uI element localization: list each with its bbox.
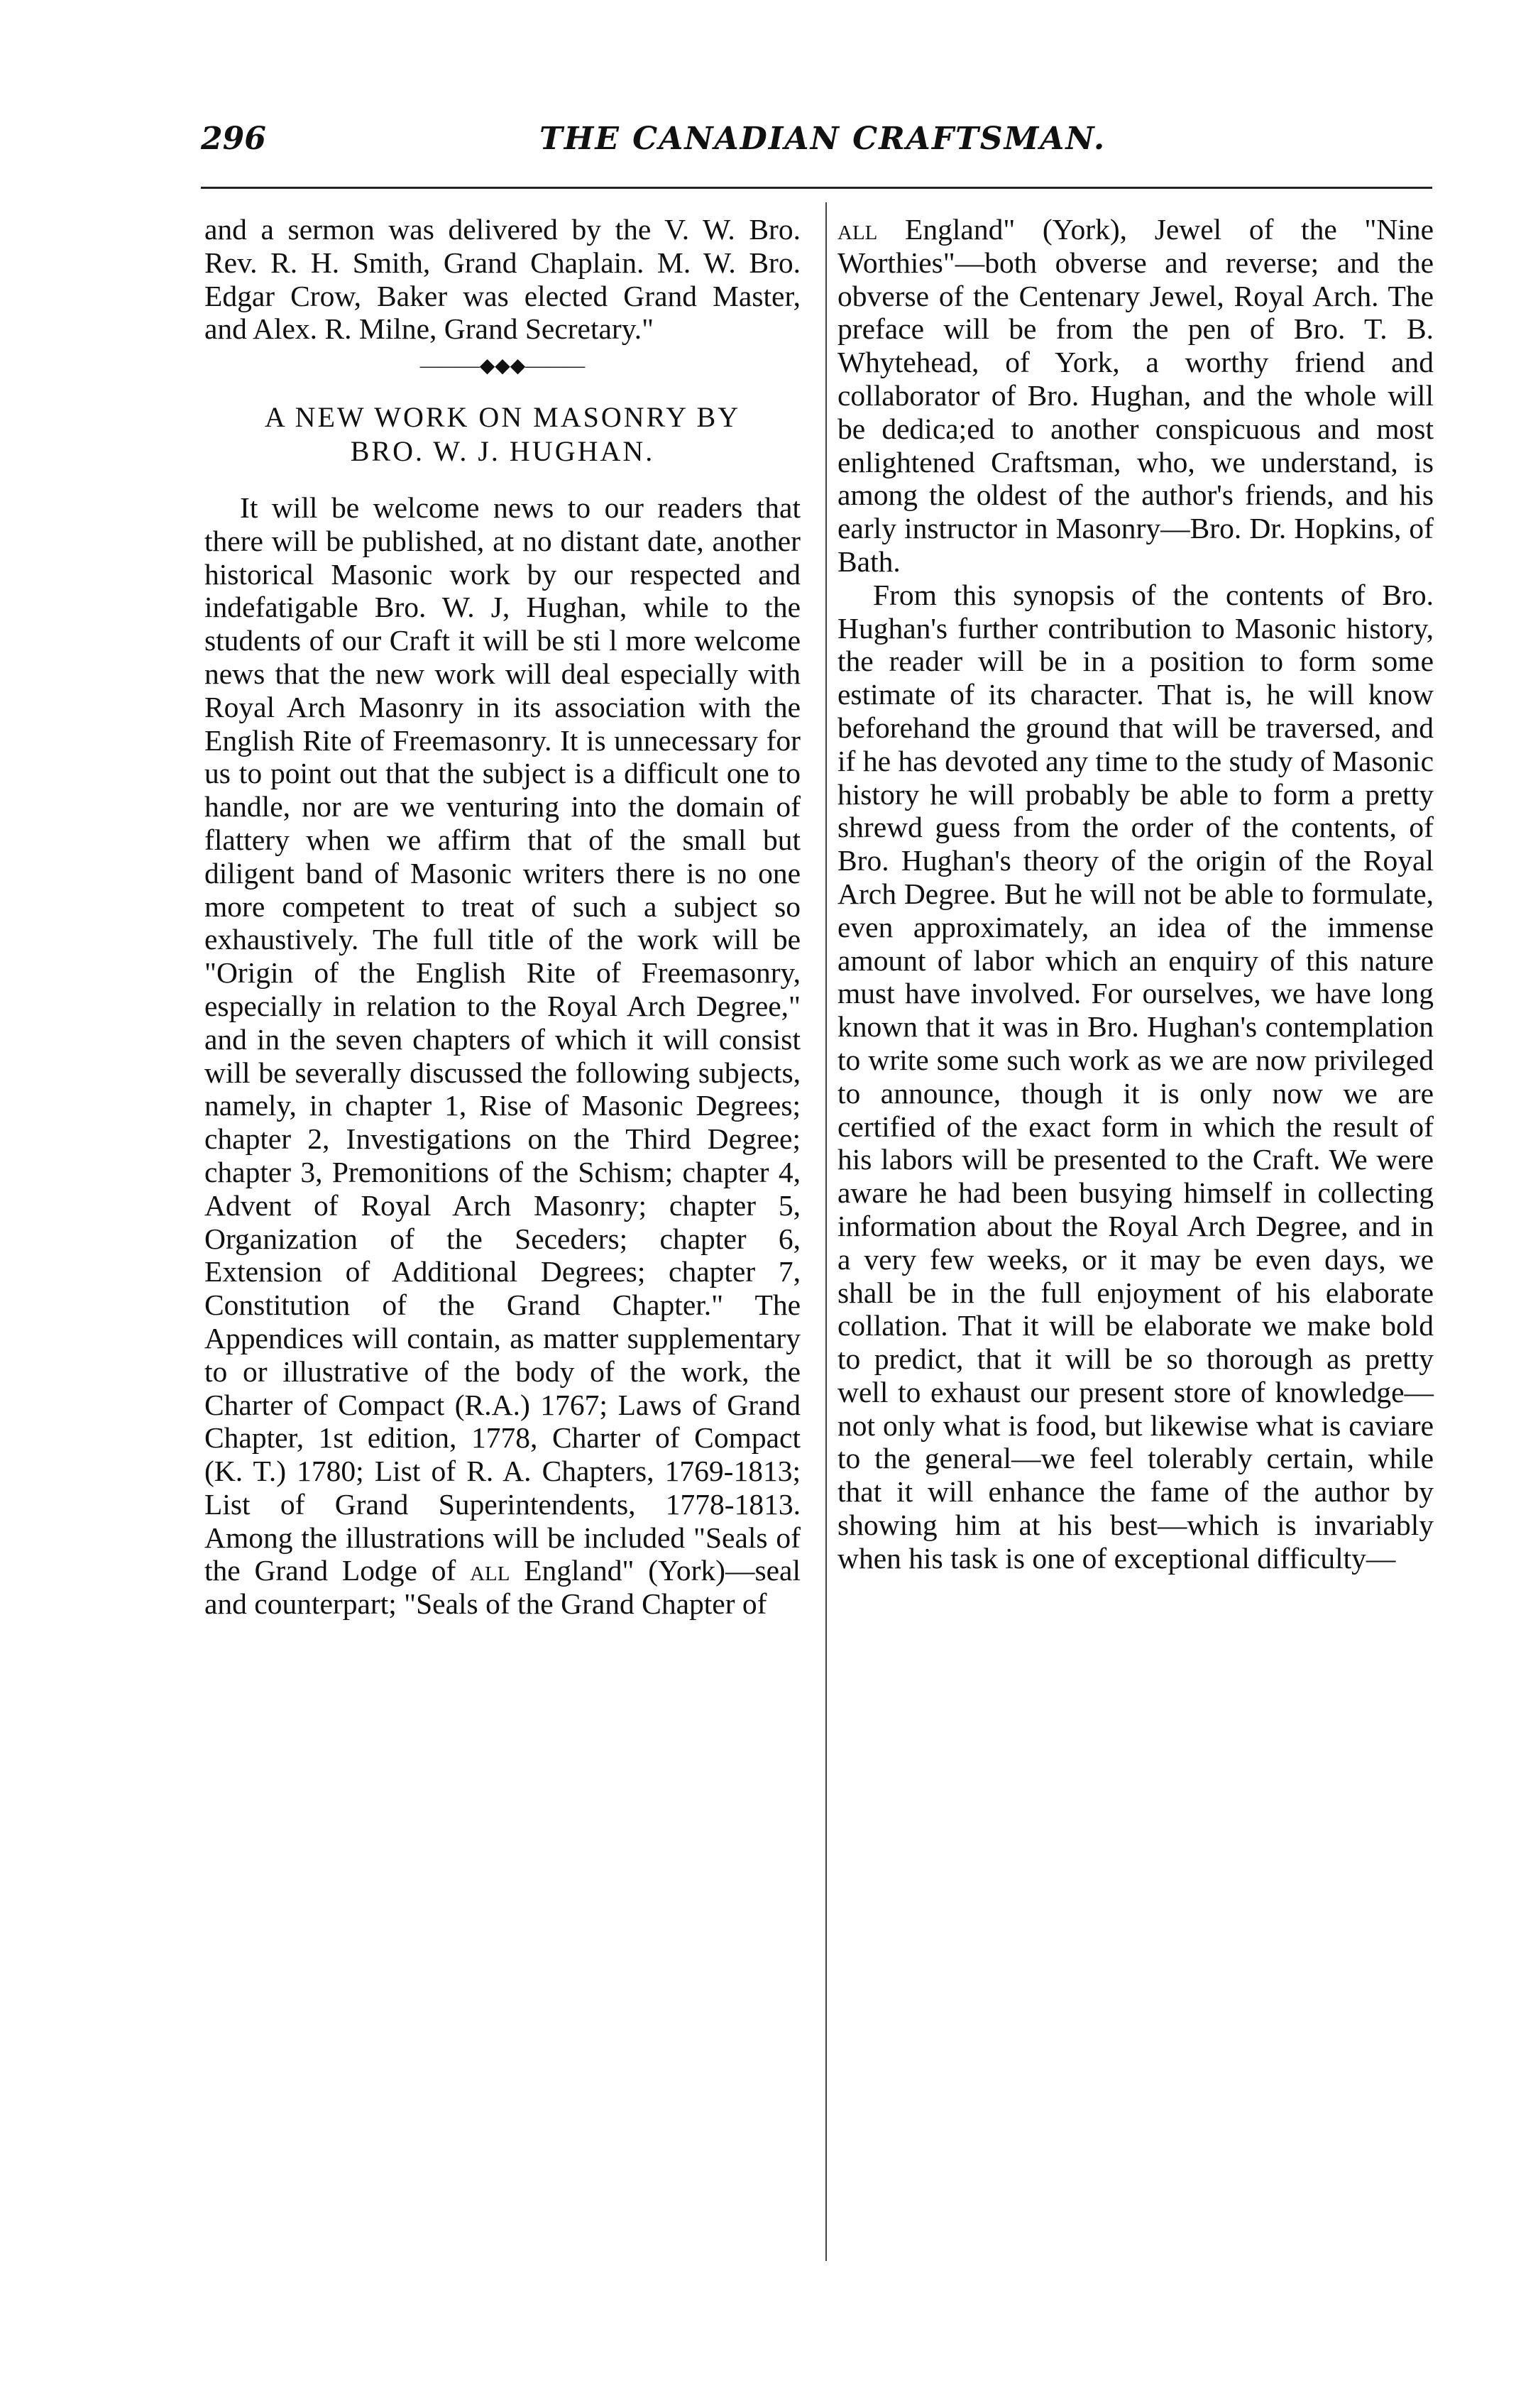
right-column [837, 213, 1434, 1575]
left-column [204, 213, 801, 1621]
article-paragraph-1 [204, 491, 801, 1621]
page-number: 296 [201, 121, 266, 157]
continued-paragraph: and a sermon was delivered by the V. W. Bro. Rev. R. H. Smith, Grand Chaplain. M. W. Bro. Edgar Crow, Baker was elected Grand Master, and Alex. R. Milne, Grand Secretary." [204, 213, 801, 346]
column-divider [825, 202, 827, 2261]
paragraph-text: England" (York)—seal and counterpart; "Seals of the Grand Chapter of [204, 1554, 801, 1621]
small-caps-word: all [837, 213, 878, 246]
section-ornament: ———◆◆◆——— [419, 355, 586, 378]
article-paragraph-2: From this synopsis of the contents of Bro. Hughan's further contribution to Masonic history, the reader will be in a position to form some estimate of its character. That is, he will know beforehand the ground that will be traversed, and if he has devoted any time to the study of Masonic history he will probably be able to form a pretty shrewd guess from the order of the contents, of Bro. Hughan's theory of the origin of the Royal Arch Degree. But he will not be able to formulate, even approximately, an idea of the immense amount of labor which an enquiry of this nature must have involved. For ourselves, we have long known that it was in Bro. Hughan's contemplation to write some such work as we are now privileged to announce, though it is only now we are certified of the exact form in which the result of his labors will be presented to the Craft. We were aware he had been busying himself in collecting information about the Royal Arch Degree, and in a very few weeks, or it may be even days, we shall be in the full enjoyment of his elaborate collation. That it will be elaborate we make bold to predict, that it will be so thorough as pretty well to exhaust our present store of knowledge—not only what is food, but likewise what is caviare to the general—we feel tolerably certain, while that it will enhance the fame of the author by showing him at his best—which is invariably when his task is one of exceptional difficulty— [837, 578, 1434, 1575]
article-title-line-1: A NEW WORK ON MASONRY BY [264, 400, 741, 433]
article-title [204, 400, 801, 469]
header-rule [201, 187, 1432, 189]
article-paragraph-1-continued [837, 213, 1434, 579]
article-title-line-2: BRO. W. J. HUGHAN. [350, 434, 655, 467]
small-caps-word: all [470, 1554, 510, 1587]
running-head: THE CANADIAN CRAFTSMAN. [539, 121, 1106, 157]
paragraph-text: It will be welcome news to our readers that there will be published, at no distant date, another historical Masonic work by our respected and indefatigable Bro. W. J, Hughan, while to the students of our Craft it will be sti l more welcome news that the new work will deal especially with Royal Arch Masonry in its association with the English Rite of Freemasonry. It is unnecessary for us to point out that the subject is a difficult one to handle, nor are we venturing into the domain of flattery when we affirm that of the small but diligent band of Masonic writers there is no one more competent to treat of such a subject so exhaustively. The full title of the work will be "Origin of the English Rite of Freemasonry, especially in relation to the Royal Arch Degree," and in the seven chapters of which it will consist will be severally discussed the following subjects, namely, in chapter 1, Rise of Masonic Degrees; chapter 2, Investigations on the Third Degree; chapter 3, Premonitions of the Schism; chapter 4, Advent of Royal Arch Masonry; chapter 5, Organization of the Seceders; chapter 6, Extension of Additional Degrees; chapter 7, Constitution of the Grand Chapter." The Appendices will contain, as matter supplementary to or illustrative of the body of the work, the Charter of Compact (R.A.) 1767; Laws of Grand Chapter, 1st edition, 1778, Charter of Compact (K. T.) 1780; List of R. A. Chapters, 1769-1813; List of Grand Superintendents, 1778-1813. Among the illustrations will be included "Seals of the Grand Lodge of [204, 491, 801, 1587]
paragraph-text: England" (York), Jewel of the "Nine Worthies"—both obverse and reverse; and the obverse of the Centenary Jewel, Royal Arch. The preface will be from the pen of Bro. T. B. Whytehead, of York, a worthy friend and collaborator of Bro. Hughan, and the whole will be dedica;ed to another conspicuous and most enlightened Craftsman, who, we understand, is among the oldest of the author's friends, and his early instructor in Masonry—Bro. Dr. Hopkins, of Bath. [837, 213, 1434, 578]
